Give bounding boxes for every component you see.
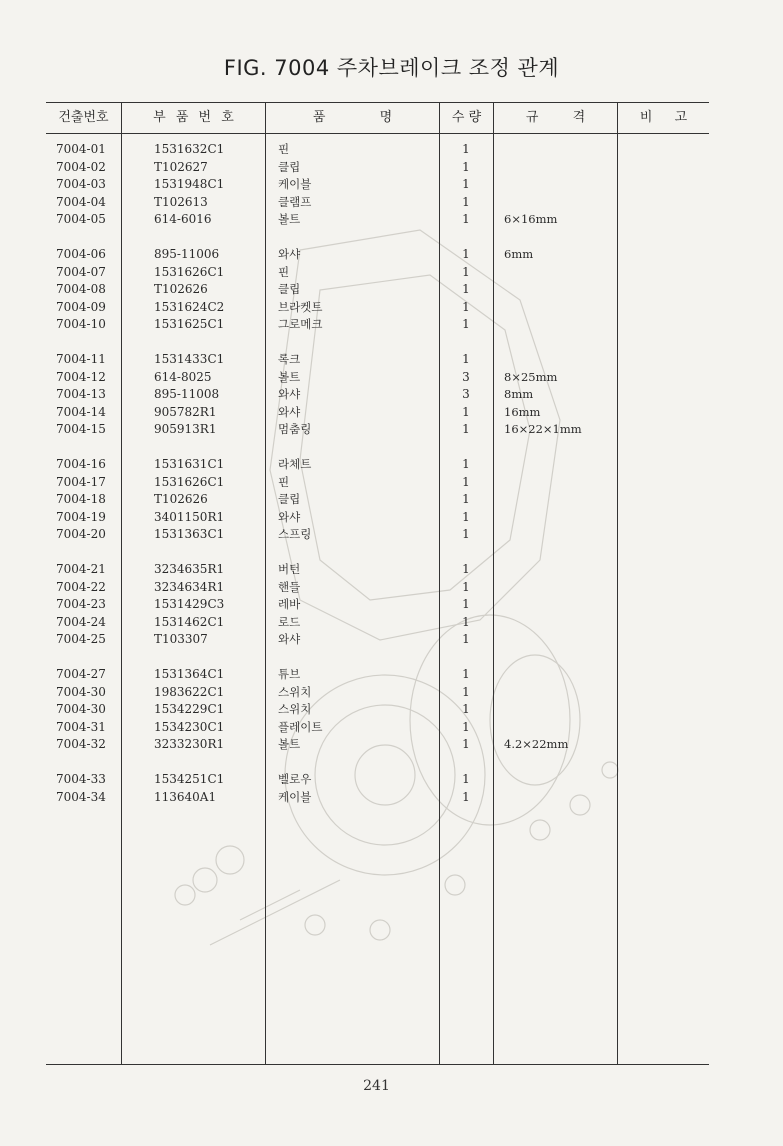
quantity: 1	[462, 282, 470, 296]
table-row	[0, 579, 783, 596]
table-row	[0, 421, 783, 438]
ref-number: 7004-30	[56, 702, 106, 716]
part-number: 3234635R1	[154, 562, 225, 576]
table-row	[0, 404, 783, 421]
quantity: 1	[462, 474, 470, 489]
specification: 16×22×1mm	[504, 422, 582, 436]
ref-number: 7004-25	[56, 632, 106, 646]
quantity: 1	[462, 264, 470, 279]
table-row	[0, 491, 783, 508]
quantity: 1	[462, 299, 470, 314]
part-number: 1534251C1	[154, 772, 225, 786]
specification: 6×16mm	[504, 212, 558, 226]
table-row	[0, 176, 783, 193]
part-number: 1534229C1	[154, 702, 225, 716]
table-row	[0, 684, 783, 701]
part-number: 895-11008	[154, 387, 220, 401]
ref-number: 7004-14	[56, 404, 106, 419]
ref-number: 7004-06	[56, 247, 106, 261]
part-name: 록크	[278, 352, 301, 366]
part-name: 멈춤링	[278, 422, 312, 436]
part-number: 1531462C1	[154, 614, 225, 629]
part-name: 핸들	[278, 579, 301, 594]
part-number: 1531433C1	[154, 352, 225, 366]
quantity: 1	[462, 422, 470, 436]
header-quantity: 수 량	[451, 110, 482, 125]
quantity: 1	[462, 597, 470, 611]
quantity: 1	[462, 632, 470, 646]
table-row	[0, 299, 783, 316]
table-row	[0, 474, 783, 491]
part-name: 벨로우	[278, 772, 312, 786]
quantity: 1	[462, 789, 470, 804]
part-name: 와샤	[278, 404, 301, 419]
part-number: 1983622C1	[154, 684, 225, 699]
header-remark: 비 고	[639, 110, 688, 125]
part-number: 905782R1	[154, 404, 217, 419]
quantity: 1	[462, 562, 470, 576]
part-name: 케이블	[278, 789, 312, 804]
ref-number: 7004-24	[56, 614, 106, 629]
ref-number: 7004-32	[56, 737, 106, 751]
table-row	[0, 736, 783, 753]
part-name: 볼트	[278, 369, 301, 384]
part-number: 1534230C1	[154, 719, 225, 734]
table-row	[0, 701, 783, 718]
part-name: 라체트	[278, 457, 312, 471]
part-number: 1531626C1	[154, 264, 225, 279]
table-bottom-rule	[46, 1064, 709, 1065]
ref-number: 7004-03	[56, 177, 106, 191]
ref-number: 7004-18	[56, 492, 106, 506]
ref-number: 7004-13	[56, 387, 106, 401]
quantity: 1	[462, 667, 470, 681]
table-row	[0, 771, 783, 788]
table-row	[0, 281, 783, 298]
quantity: 1	[462, 317, 470, 331]
part-name: 와샤	[278, 509, 301, 524]
table-row	[0, 351, 783, 368]
ref-number: 7004-11	[56, 352, 106, 366]
part-number: T102626	[154, 492, 208, 506]
part-number: 1531625C1	[154, 317, 225, 331]
part-number: 1531632C1	[154, 142, 225, 156]
header-ref-no: 건출번호	[58, 110, 109, 125]
ref-number: 7004-33	[56, 772, 106, 786]
quantity: 1	[462, 719, 470, 734]
quantity: 1	[462, 684, 470, 699]
part-name: 와샤	[278, 632, 301, 646]
part-number: 1531948C1	[154, 177, 225, 191]
part-name: 플레이트	[278, 719, 323, 734]
part-name: 클립	[278, 159, 301, 174]
quantity: 1	[462, 247, 470, 261]
part-number: 895-11006	[154, 247, 220, 261]
ref-number: 7004-09	[56, 299, 106, 314]
table-header-rule	[46, 133, 709, 134]
table-row	[0, 631, 783, 648]
table-row	[0, 386, 783, 403]
quantity: 3	[462, 387, 470, 401]
part-name: 스위치	[278, 702, 312, 716]
part-number: 3233230R1	[154, 737, 225, 751]
quantity: 1	[462, 492, 470, 506]
part-number: 1531626C1	[154, 474, 225, 489]
table-row	[0, 159, 783, 176]
ref-number: 7004-27	[56, 667, 106, 681]
table-row	[0, 509, 783, 526]
table-row	[0, 719, 783, 736]
part-number: 1531363C1	[154, 527, 225, 541]
ref-number: 7004-30	[56, 684, 106, 699]
part-number: 1531364C1	[154, 667, 225, 681]
part-number: 614-6016	[154, 212, 212, 226]
part-name: 그로메크	[278, 317, 323, 331]
table-row	[0, 614, 783, 631]
table-row	[0, 369, 783, 386]
ref-number: 7004-05	[56, 212, 106, 226]
ref-number: 7004-23	[56, 597, 106, 611]
quantity: 1	[462, 579, 470, 594]
table-row	[0, 141, 783, 158]
part-name: 와샤	[278, 387, 301, 401]
part-name: 로드	[278, 614, 301, 629]
part-name: 핀	[278, 264, 290, 279]
ref-number: 7004-16	[56, 457, 106, 471]
quantity: 1	[462, 737, 470, 751]
table-row	[0, 456, 783, 473]
quantity: 1	[462, 142, 470, 156]
part-name: 튜브	[278, 667, 301, 681]
part-name: 볼트	[278, 737, 301, 751]
part-name: 브라켓트	[278, 299, 323, 314]
ref-number: 7004-20	[56, 527, 106, 541]
part-name: 핀	[278, 142, 290, 156]
part-name: 클립	[278, 492, 301, 506]
header-part-no: 부 품 번 호	[153, 110, 234, 125]
ref-number: 7004-17	[56, 474, 106, 489]
ref-number: 7004-34	[56, 789, 106, 804]
part-name: 버턴	[278, 562, 301, 576]
table-row	[0, 561, 783, 578]
ref-number: 7004-21	[56, 562, 106, 576]
part-number: 1531631C1	[154, 457, 225, 471]
ref-number: 7004-12	[56, 369, 106, 384]
ref-number: 7004-22	[56, 579, 106, 594]
page-number: 241	[363, 1078, 390, 1094]
table-row	[0, 316, 783, 333]
part-name: 레바	[278, 597, 301, 611]
part-name: 핀	[278, 474, 290, 489]
ref-number: 7004-15	[56, 422, 106, 436]
specification: 4.2×22mm	[504, 737, 569, 751]
part-number: T103307	[154, 632, 208, 646]
part-name: 케이블	[278, 177, 312, 191]
header-part-name: 품 명	[312, 110, 393, 125]
part-name: 클립	[278, 282, 301, 296]
quantity: 1	[462, 352, 470, 366]
quantity: 1	[462, 614, 470, 629]
quantity: 1	[462, 772, 470, 786]
part-number: 113640A1	[154, 789, 217, 804]
specification: 6mm	[504, 247, 534, 261]
ref-number: 7004-01	[56, 142, 106, 156]
specification: 8×25mm	[504, 369, 558, 384]
quantity: 1	[462, 527, 470, 541]
table-top-rule	[46, 102, 709, 103]
part-number: T102626	[154, 282, 208, 296]
ref-number: 7004-10	[56, 317, 106, 331]
ref-number: 7004-07	[56, 264, 106, 279]
page-title: FIG. 7004 주차브레이크 조정 관계	[223, 56, 560, 80]
table-row	[0, 526, 783, 543]
quantity: 1	[462, 404, 470, 419]
table-row	[0, 211, 783, 228]
table-row	[0, 246, 783, 263]
specification: 16mm	[504, 404, 541, 419]
ref-number: 7004-02	[56, 159, 106, 174]
ref-number: 7004-19	[56, 509, 106, 524]
table-row	[0, 666, 783, 683]
ref-number: 7004-08	[56, 282, 106, 296]
specification: 8mm	[504, 387, 534, 401]
quantity: 1	[462, 159, 470, 174]
quantity: 1	[462, 177, 470, 191]
quantity: 1	[462, 194, 470, 209]
part-number: T102627	[154, 159, 208, 174]
quantity: 1	[462, 457, 470, 471]
ref-number: 7004-31	[56, 719, 106, 734]
part-number: T102613	[154, 194, 208, 209]
table-row	[0, 596, 783, 613]
part-number: 905913R1	[154, 422, 217, 436]
header-spec: 규 격	[525, 110, 586, 125]
part-name: 스프링	[278, 527, 312, 541]
part-name: 볼트	[278, 212, 301, 226]
part-name: 와샤	[278, 247, 301, 261]
part-name: 스위치	[278, 684, 312, 699]
part-name: 클램프	[278, 194, 312, 209]
part-number: 1531624C2	[154, 299, 225, 314]
table-row	[0, 194, 783, 211]
table-row	[0, 264, 783, 281]
table-row	[0, 789, 783, 806]
part-number: 3234634R1	[154, 579, 225, 594]
quantity: 1	[462, 509, 470, 524]
part-number: 614-8025	[154, 369, 212, 384]
quantity: 1	[462, 702, 470, 716]
ref-number: 7004-04	[56, 194, 106, 209]
part-number: 1531429C3	[154, 597, 225, 611]
part-number: 3401150R1	[154, 509, 225, 524]
quantity: 1	[462, 212, 470, 226]
quantity: 3	[462, 369, 470, 384]
